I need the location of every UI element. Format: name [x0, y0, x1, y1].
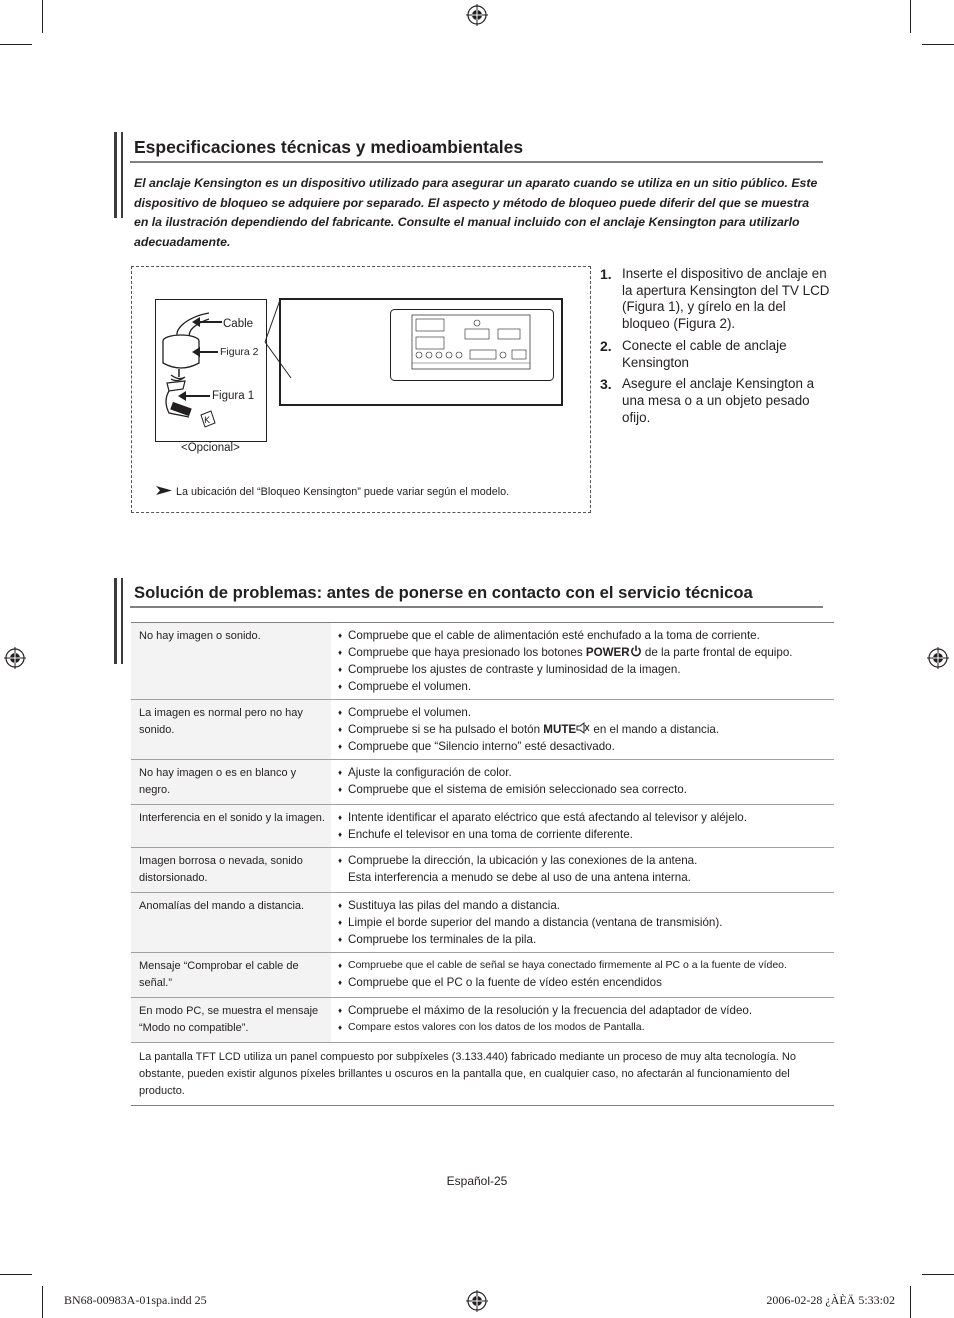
label-opcional: <Opcional>	[181, 442, 240, 454]
solution-item	[338, 852, 834, 869]
solution-item	[338, 897, 834, 914]
bullet-icon: ♦	[338, 856, 343, 865]
solution-text-part: Enchufe el televisor en una toma de corriente diferente.	[348, 828, 633, 841]
bullet-icon	[338, 869, 348, 886]
solution-item	[338, 627, 834, 644]
intro-paragraph: El anclaje Kensington es un dispositivo utilizado para asegurar un aparato cuando se utiliza en un sitio público. Este dispositivo de bloqueo se adquiere por separado. El aspecto y método de bloqueo puede diferir del que se muestra en la ilustración dependiendo del fabricante. Consulte el manual incluido con el anclaje Kensington para utilizarlo adecuadamente.	[134, 176, 818, 249]
solution-text-part: Compruebe el máximo de la resolución y la frecuencia del adaptador de vídeo.	[348, 1004, 753, 1017]
section-marker	[114, 132, 117, 218]
solution-text-part: Compruebe los terminales de la pila.	[348, 933, 537, 946]
solution-item	[338, 704, 834, 721]
footer-file-name: BN68-00983A-01spa.indd 25	[64, 1293, 207, 1307]
crop-mark	[910, 0, 911, 33]
section-title: Especificaciones técnicas y medioambientales	[134, 137, 524, 157]
problem-cell: Anomalías del mando a distancia.	[131, 893, 331, 952]
solution-item	[338, 678, 834, 695]
problem-cell: En modo PC, se muestra el mensaje “Modo no compatible”.	[131, 998, 331, 1042]
solution-item	[338, 1019, 834, 1036]
solution-item	[338, 869, 834, 886]
crop-mark	[42, 1286, 43, 1318]
section-rule	[130, 161, 823, 163]
bullet-icon: ♦	[338, 961, 343, 970]
footer-timestamp: 2006-02-28 ¿ÀÈÄ 5:33:02	[766, 1293, 895, 1307]
section-rule	[130, 606, 823, 608]
mute-icon	[576, 723, 590, 736]
bullet-icon: ♦	[338, 725, 343, 734]
problem-cell: Mensaje “Comprobar el cable de señal.”	[131, 953, 331, 997]
solution-item	[338, 781, 834, 798]
bullet-icon: ♦	[338, 648, 343, 657]
crop-mark	[0, 1274, 32, 1275]
solution-text	[348, 914, 834, 931]
step-item	[600, 338, 830, 371]
solution-item	[338, 826, 834, 843]
bullet-icon: ♦	[338, 813, 343, 822]
button-name: MUTE	[543, 723, 577, 736]
solution-text-part: Compruebe que el PC o la fuente de vídeo estén encendidos	[348, 976, 662, 989]
crop-mark	[0, 44, 32, 45]
solution-cell	[331, 998, 834, 1042]
bullet-icon: ♦	[338, 918, 343, 927]
solution-text-part: Sustituya las pilas del mando a distancia.	[348, 899, 561, 912]
solution-text-part: Compare estos valores con los datos de los modos de Pantalla.	[348, 1021, 645, 1033]
solution-text	[348, 678, 834, 695]
steps-list	[600, 266, 830, 431]
arrow-icon	[192, 346, 218, 358]
solution-item	[338, 1002, 834, 1019]
arrow-icon	[192, 316, 222, 328]
section-marker	[121, 132, 123, 218]
solution-text-part: en el mando a distancia.	[590, 723, 720, 736]
step-item	[600, 376, 830, 426]
solution-text-part: Compruebe si se ha pulsado el botón	[348, 723, 544, 736]
solution-item	[338, 931, 834, 948]
power-icon	[630, 646, 642, 659]
table-row	[131, 998, 834, 1043]
registration-mark-icon	[927, 647, 949, 669]
solution-item	[338, 809, 834, 826]
section-marker	[121, 578, 123, 664]
solution-text	[348, 869, 834, 886]
solution-text	[348, 627, 834, 644]
crop-mark	[910, 1286, 911, 1318]
table-footnote: La pantalla TFT LCD utiliza un panel compuesto por subpíxeles (3.133.440) fabricado mediante un proceso de muy alta tecnología. No obstante, pueden existir algunos píxeles brillantes u oscuros en la pantalla que, en cualquier caso, no afectarán al funcionamiento del producto.	[131, 1043, 834, 1106]
solution-cell	[331, 760, 834, 804]
solution-cell	[331, 623, 834, 699]
solution-text	[348, 704, 834, 721]
connector-panel-icon	[390, 309, 554, 381]
solution-item	[338, 644, 834, 661]
figure-note: La ubicación del “Bloqueo Kensington” puede variar según el modelo.	[176, 486, 510, 498]
registration-mark-icon	[4, 647, 26, 669]
step-number: 1.	[600, 266, 612, 282]
solution-text-part: Compruebe que haya presionado los botones	[348, 646, 586, 659]
label-figura-1: Figura 1	[212, 390, 255, 402]
button-name: POWER	[585, 646, 630, 659]
solution-text	[348, 644, 834, 661]
crop-mark	[922, 44, 954, 45]
solution-text-part: Limpie el borde superior del mando a distancia (ventana de transmisión).	[348, 916, 723, 929]
solution-text-part: Esta interferencia a menudo se debe al uso de una antena interna.	[348, 871, 691, 884]
bullet-icon: ♦	[338, 1006, 343, 1015]
table-row	[131, 953, 834, 998]
solution-cell	[331, 700, 834, 759]
table-row	[131, 805, 834, 848]
section-title: Solución de problemas: antes de ponerse en contacto con el servicio técnicoa	[134, 583, 753, 602]
bullet-icon: ♦	[338, 768, 343, 777]
solution-text	[348, 1019, 834, 1036]
bullet-icon: ♦	[338, 830, 343, 839]
solution-text-part: Intente identificar el aparato eléctrico que está afectando al televisor y aléjelo.	[348, 811, 747, 824]
table-row	[131, 848, 834, 893]
solution-text	[348, 721, 834, 738]
table-row	[131, 700, 834, 760]
solution-text	[348, 897, 834, 914]
step-item	[600, 266, 830, 333]
solution-text	[348, 974, 834, 991]
problem-cell: Interferencia en el sonido y la imagen.	[131, 805, 331, 847]
solution-item	[338, 914, 834, 931]
solution-text	[348, 738, 834, 755]
solution-item	[338, 974, 834, 991]
step-number: 3.	[600, 376, 612, 393]
solution-text	[348, 1002, 834, 1019]
page-number: Español-25	[446, 1174, 508, 1188]
problem-cell: La imagen es normal pero no hay sonido.	[131, 700, 331, 759]
solution-item	[338, 738, 834, 755]
solution-text-part: Compruebe que el cable de alimentación esté enchufado a la toma de corriente.	[348, 629, 760, 642]
step-text: Conecte el cable de anclaje Kensington	[622, 337, 787, 370]
solution-item	[338, 764, 834, 781]
note-arrow-icon	[156, 486, 172, 495]
table-row	[131, 893, 834, 953]
solution-text	[348, 661, 834, 678]
bullet-icon: ♦	[338, 708, 343, 717]
solution-text	[348, 826, 834, 843]
solution-cell	[331, 848, 834, 892]
solution-text-part: Ajuste la configuración de color.	[348, 766, 512, 779]
registration-mark-icon	[466, 4, 488, 26]
problem-cell: Imagen borrosa o nevada, sonido distorsionado.	[131, 848, 331, 892]
solution-text	[348, 781, 834, 798]
table-row	[131, 623, 834, 700]
solution-text-part: de la parte frontal de equipo.	[641, 646, 793, 659]
solution-text-part: Compruebe los ajustes de contraste y luminosidad de la imagen.	[348, 663, 681, 676]
crop-mark	[922, 1274, 954, 1275]
table-row	[131, 760, 834, 805]
solution-item	[338, 661, 834, 678]
step-number: 2.	[600, 337, 612, 354]
arrow-icon	[178, 390, 210, 402]
solution-text-part: Compruebe que el cable de señal se haya conectado firmemente al PC o a la fuente de vídeo.	[348, 959, 787, 971]
solution-text-part: Compruebe que “Silencio interno” esté desactivado.	[348, 740, 615, 753]
registration-mark-icon	[466, 1290, 488, 1312]
solution-text	[348, 764, 834, 781]
bullet-icon: ♦	[338, 742, 343, 751]
label-cable: Cable	[223, 318, 254, 330]
solution-text	[348, 931, 834, 948]
solution-cell	[331, 953, 834, 997]
step-text: Asegure el anclaje Kensington a una mesa o a un objeto pesado ofijo.	[622, 376, 815, 425]
solution-cell	[331, 805, 834, 847]
bullet-icon: ♦	[338, 978, 343, 987]
problem-cell: No hay imagen o sonido.	[131, 623, 331, 699]
bullet-icon: ♦	[338, 631, 343, 640]
svg-text:K: K	[204, 416, 210, 426]
solution-item	[338, 957, 834, 974]
section-marker	[114, 578, 117, 664]
solution-text-part: Compruebe el volumen.	[348, 706, 472, 719]
solution-item	[338, 721, 834, 738]
label-figura-2: Figura 2	[220, 346, 259, 358]
bullet-icon: ♦	[338, 901, 343, 910]
solution-text-part: Compruebe la dirección, la ubicación y las conexiones de la antena.	[348, 854, 698, 867]
solution-cell	[331, 893, 834, 952]
bullet-icon: ♦	[338, 935, 343, 944]
bullet-icon: ♦	[338, 682, 343, 691]
step-text: Inserte el dispositivo de anclaje en la apertura Kensington del TV LCD (Figura 1), y gírelo en la del bloqueo (Figura 2).	[622, 266, 830, 332]
problem-cell: No hay imagen o es en blanco y negro.	[131, 760, 331, 804]
bullet-icon: ♦	[338, 785, 343, 794]
bullet-icon: ♦	[338, 665, 343, 674]
troubleshooting-table	[131, 622, 834, 1106]
solution-text-part: Compruebe que el sistema de emisión seleccionado sea correcto.	[348, 783, 687, 796]
solution-text	[348, 809, 834, 826]
solution-text	[348, 852, 834, 869]
bullet-icon: ♦	[338, 1023, 343, 1032]
solution-text-part: Compruebe el volumen.	[348, 680, 472, 693]
crop-mark	[42, 0, 43, 33]
solution-text	[348, 957, 834, 974]
